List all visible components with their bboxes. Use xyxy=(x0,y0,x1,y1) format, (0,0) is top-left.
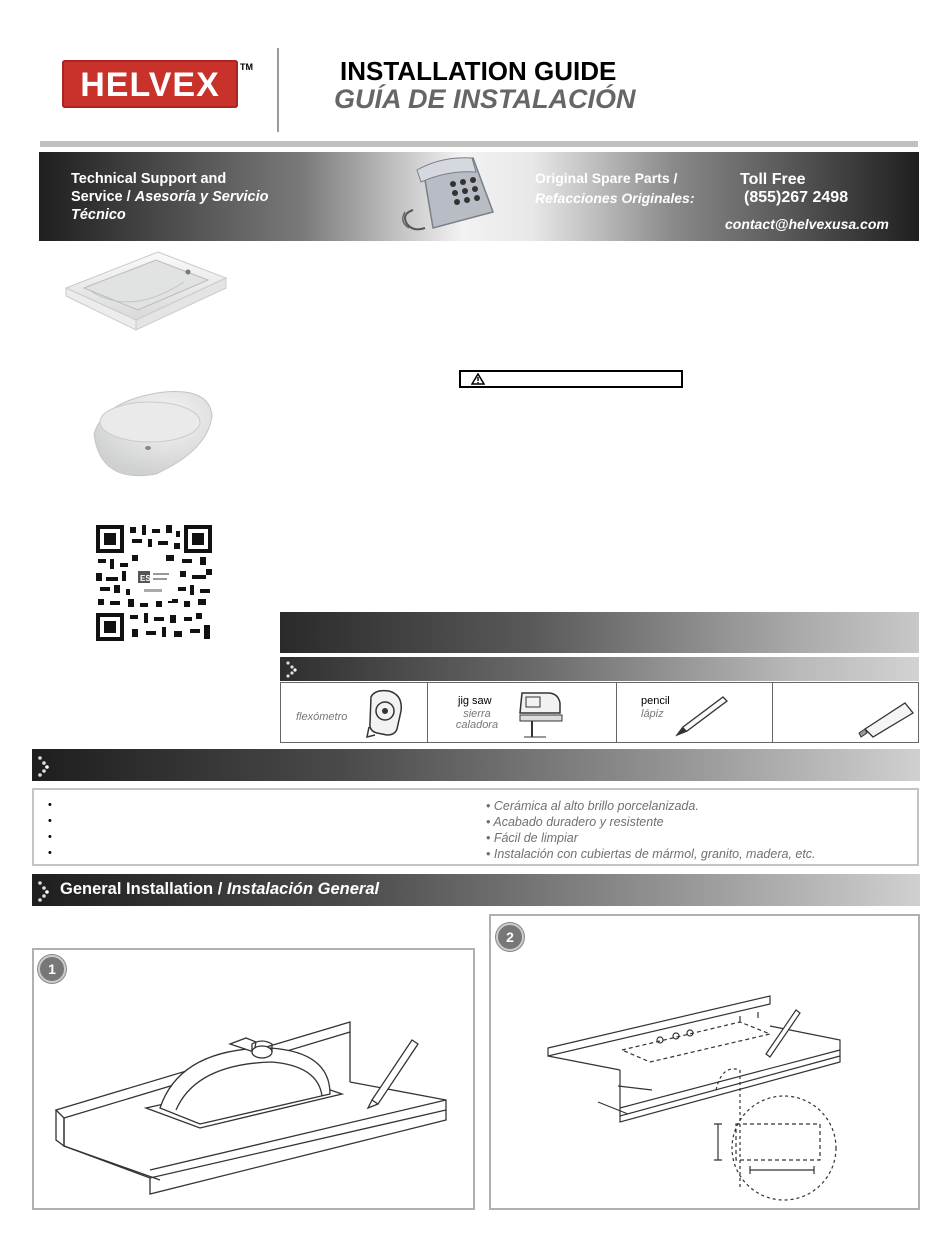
bullet-dots-icon xyxy=(37,880,49,902)
header-divider xyxy=(277,48,279,132)
feature-bullet: • xyxy=(48,815,52,827)
feature-bullet: • xyxy=(48,799,52,811)
tools-bar xyxy=(280,657,919,681)
contact-email[interactable]: contact@helvexusa.com xyxy=(725,216,889,232)
tools-table xyxy=(280,682,919,743)
warning-icon xyxy=(471,373,485,385)
general-installation-title: General Installation / Instalación General xyxy=(60,880,380,898)
tool-pencil: pencil lápiz xyxy=(617,683,773,742)
feature-es: • Fácil de limpiar xyxy=(486,831,578,845)
trademark: TM xyxy=(240,62,253,72)
feature-es: • Instalación con cubiertas de mármol, granito, madera, etc. xyxy=(486,847,816,861)
oval-sink-image xyxy=(88,388,216,482)
step-2-illustration xyxy=(540,990,900,1205)
step-2-number: 2 xyxy=(496,923,524,951)
tape-measure-icon xyxy=(365,687,407,739)
feature-es: • Cerámica al alto brillo porcelanizada. xyxy=(486,799,699,813)
warning-box xyxy=(459,370,683,388)
features-list xyxy=(32,788,919,866)
spare-parts-text: Original Spare Parts / Refacciones Originales: xyxy=(535,170,695,206)
feature-bullet: • xyxy=(48,831,52,843)
tool-tape-measure: flexómetro xyxy=(281,683,428,742)
feature-bullet: • xyxy=(48,847,52,859)
jig-saw-icon xyxy=(516,687,566,741)
sealant-tube-icon xyxy=(853,699,915,741)
page-title: INSTALLATION GUIDE xyxy=(340,56,617,86)
step-1-illustration xyxy=(50,1010,460,1200)
step-1-number: 1 xyxy=(38,955,66,983)
support-text: Technical Support and Service / Asesoría y Servicio Técnico xyxy=(71,171,269,223)
tool-sealant xyxy=(773,683,918,742)
telephone-icon xyxy=(395,152,500,241)
tool-jig-saw: jig saw sierra caladora xyxy=(428,683,617,742)
section-bar xyxy=(280,612,919,653)
features-bar xyxy=(32,749,920,781)
bullet-dots-icon xyxy=(285,660,297,678)
feature-es: • Acabado duradero y resistente xyxy=(486,815,664,829)
qr-code[interactable] xyxy=(96,525,212,641)
rectangular-sink-image xyxy=(62,248,230,334)
page-title-es: GUÍA DE INSTALACIÓN xyxy=(334,84,636,114)
toll-free-number: (855)267 2498 xyxy=(744,189,849,206)
header-rule xyxy=(40,141,918,147)
pencil-icon xyxy=(673,695,731,739)
qr-caption: ES xyxy=(140,574,151,583)
helvex-logo: HELVEX xyxy=(62,60,238,108)
toll-free: Toll Free (855)267 2498 xyxy=(740,171,849,206)
bullet-dots-icon xyxy=(37,755,49,777)
